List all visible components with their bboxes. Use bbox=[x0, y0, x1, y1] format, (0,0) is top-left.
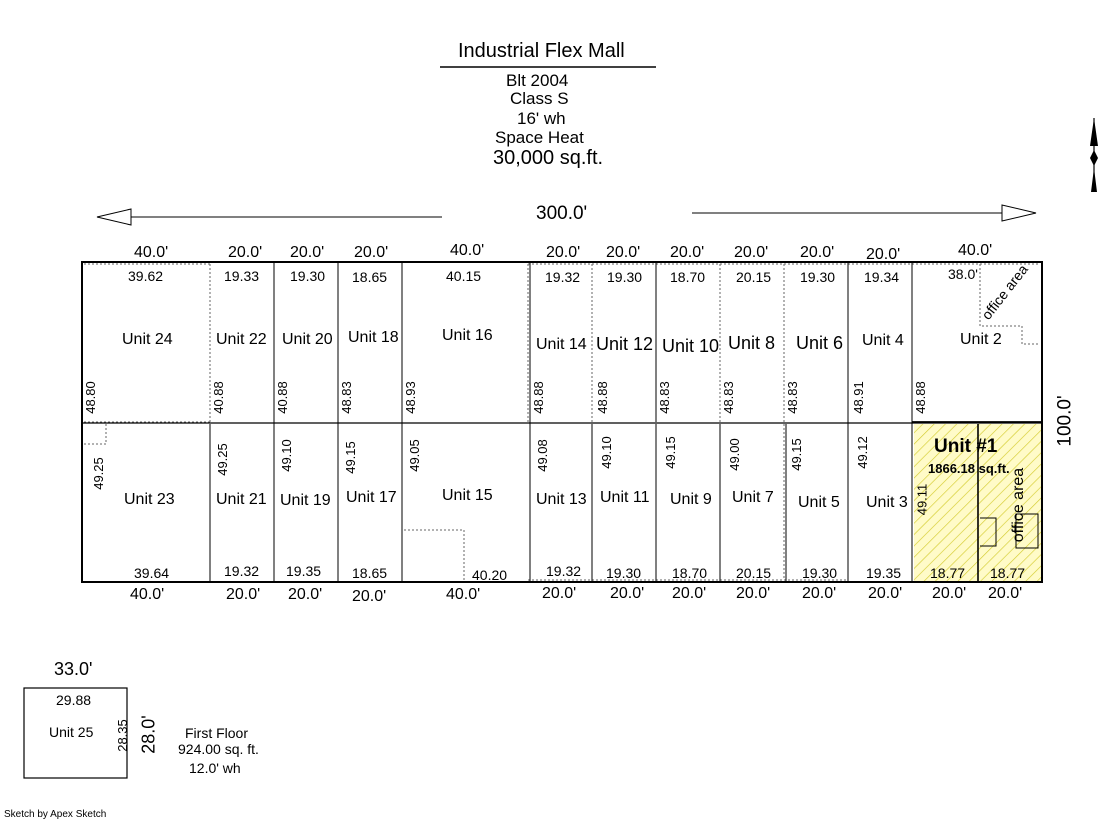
unit-name: Unit 6 bbox=[796, 333, 844, 353]
unit-25-area: 924.00 sq. ft. bbox=[178, 741, 259, 757]
unit-depth-label: 48.80 bbox=[82, 381, 98, 414]
unit-name: Unit 9 bbox=[670, 491, 712, 508]
unit-name: Unit 12 bbox=[596, 334, 654, 354]
unit-width-label: 18.65 bbox=[352, 565, 388, 581]
bottom-dim: 20.0' bbox=[352, 588, 387, 605]
unit-depth-label: 49.10 bbox=[598, 436, 614, 469]
unit-depth-label: 49.05 bbox=[406, 439, 422, 472]
unit-depth-label: 49.15 bbox=[662, 436, 678, 469]
sketch-credit: Sketch by Apex Sketch bbox=[4, 809, 107, 820]
unit-25-depth-label: 28.35 bbox=[114, 719, 130, 752]
unit-width-label: 20.15 bbox=[736, 565, 772, 581]
bottom-dim: 20.0' bbox=[802, 585, 837, 602]
building-walls bbox=[82, 262, 1042, 582]
unit-name: Unit 18 bbox=[348, 329, 399, 346]
unit-width-label: 19.32 bbox=[545, 269, 581, 285]
unit-depth-label: 49.12 bbox=[854, 436, 870, 469]
unit-width-label: 19.30 bbox=[802, 565, 838, 581]
top-dim: 20.0' bbox=[546, 244, 581, 261]
bottom-dim: 20.0' bbox=[736, 585, 771, 602]
unit-depth-label: 48.83 bbox=[338, 381, 354, 414]
top-dim: 20.0' bbox=[290, 244, 325, 261]
unit-width-label: 18.65 bbox=[352, 269, 388, 285]
header-line-built: Blt 2004 bbox=[506, 71, 569, 90]
unit-1-office-label: office area bbox=[1010, 467, 1028, 543]
unit-1-depth-label: 49.11 bbox=[914, 483, 930, 516]
unit-width-label: 38.0' bbox=[948, 266, 978, 282]
unit-25-outer-width: 33.0' bbox=[54, 659, 93, 679]
unit-name: Unit 3 bbox=[866, 494, 908, 511]
unit-depth-label: 48.91 bbox=[850, 381, 866, 414]
unit-depth-label: 49.15 bbox=[788, 438, 804, 471]
unit-width-label: 19.35 bbox=[286, 563, 322, 579]
top-dim: 20.0' bbox=[670, 244, 705, 261]
unit-depth-label: 49.00 bbox=[726, 438, 742, 471]
unit-depth-label: 49.10 bbox=[278, 439, 294, 472]
unit-25-name: Unit 25 bbox=[49, 724, 94, 740]
bottom-dim: 20.0' bbox=[988, 585, 1023, 602]
unit-1-name: Unit #1 bbox=[934, 436, 998, 457]
bottom-dim: 40.0' bbox=[446, 586, 481, 603]
header-line-wall-height: 16' wh bbox=[517, 109, 566, 128]
bottom-dim: 20.0' bbox=[610, 585, 645, 602]
unit-width-label: 19.32 bbox=[224, 563, 260, 579]
top-dim: 20.0' bbox=[354, 244, 389, 261]
unit-name: Unit 13 bbox=[536, 491, 587, 508]
unit-depth-label: 40.88 bbox=[274, 381, 290, 414]
unit-name: Unit 17 bbox=[346, 489, 397, 506]
unit-1-width-left: 18.77 bbox=[930, 565, 966, 581]
unit-width-label: 19.30 bbox=[606, 565, 642, 581]
unit-depth-label: 49.15 bbox=[342, 441, 358, 474]
unit-width-label: 19.35 bbox=[866, 565, 902, 581]
dotted-partitions bbox=[84, 264, 1040, 580]
unit-name: Unit 4 bbox=[862, 332, 904, 349]
unit-depth-label: 49.25 bbox=[214, 443, 230, 476]
overall-depth-label: 100.0' bbox=[1054, 395, 1076, 447]
overall-width-label: 300.0' bbox=[536, 203, 588, 224]
unit-depth-label: 48.93 bbox=[402, 381, 418, 414]
unit-depth-label: 48.88 bbox=[530, 381, 546, 414]
unit-name: Unit 21 bbox=[216, 491, 267, 508]
bottom-dim: 20.0' bbox=[672, 585, 707, 602]
page-title: Industrial Flex Mall bbox=[458, 40, 625, 62]
bottom-dim: 20.0' bbox=[932, 585, 967, 602]
top-dim: 40.0' bbox=[450, 242, 485, 259]
unit-25-height: 12.0' wh bbox=[189, 760, 241, 776]
top-dim: 20.0' bbox=[800, 244, 835, 261]
unit-width-label: 19.32 bbox=[546, 563, 582, 579]
unit-width-label: 19.30 bbox=[800, 269, 836, 285]
bottom-dim: 20.0' bbox=[868, 585, 903, 602]
bottom-dim: 20.0' bbox=[542, 585, 577, 602]
unit-name: Unit 14 bbox=[536, 336, 587, 353]
unit-name: Unit 22 bbox=[216, 331, 267, 348]
unit-width-label: 19.30 bbox=[290, 268, 326, 284]
unit-name: Unit 10 bbox=[662, 336, 720, 356]
unit-width-label: 19.30 bbox=[607, 269, 643, 285]
unit-depth-label: 49.08 bbox=[534, 439, 550, 472]
unit-width-label: 40.15 bbox=[446, 268, 482, 284]
unit-depth-label: 40.88 bbox=[210, 381, 226, 414]
unit-width-label: 19.33 bbox=[224, 268, 260, 284]
unit-depth-label: 48.88 bbox=[594, 381, 610, 414]
unit-name: Unit 7 bbox=[732, 489, 774, 506]
unit-name: Unit 11 bbox=[600, 489, 650, 506]
top-dim: 20.0' bbox=[734, 244, 769, 261]
unit-width-label: 40.20 bbox=[472, 567, 508, 583]
unit-depth-label: 49.25 bbox=[90, 457, 106, 490]
unit-depth-label: 48.88 bbox=[912, 381, 928, 414]
unit-depth-label: 48.83 bbox=[784, 381, 800, 414]
top-dim: 40.0' bbox=[134, 244, 169, 261]
total-area: 30,000 sq.ft. bbox=[493, 147, 604, 169]
office-area-label: office area bbox=[978, 261, 1031, 323]
header-line-class: Class S bbox=[510, 89, 569, 108]
unit-width-label: 18.70 bbox=[672, 565, 708, 581]
unit-width-label: 39.64 bbox=[134, 565, 170, 581]
unit-width-label: 18.70 bbox=[670, 269, 706, 285]
header-line-heat: Space Heat bbox=[495, 128, 584, 147]
unit-name: Unit 20 bbox=[282, 331, 333, 348]
unit-25-width-label: 29.88 bbox=[56, 692, 92, 708]
unit-name: Unit 2 bbox=[960, 331, 1002, 348]
unit-name: Unit 23 bbox=[124, 491, 175, 508]
bottom-dim: 40.0' bbox=[130, 586, 165, 603]
unit-1-area: 1866.18 sq.ft. bbox=[928, 461, 1010, 476]
top-dim: 20.0' bbox=[228, 244, 263, 261]
unit-depth-label: 48.83 bbox=[720, 381, 736, 414]
top-dim: 20.0' bbox=[866, 246, 901, 263]
unit-name: Unit 8 bbox=[728, 333, 776, 353]
unit-depth-label: 48.83 bbox=[656, 381, 672, 414]
unit-width-label: 39.62 bbox=[128, 268, 164, 284]
unit-width-label: 20.15 bbox=[736, 269, 772, 285]
unit-1-width-right: 18.77 bbox=[990, 565, 1026, 581]
width-arrow-left bbox=[97, 209, 442, 225]
unit-name: Unit 16 bbox=[442, 327, 493, 344]
unit-name: Unit 24 bbox=[122, 331, 173, 348]
unit-name: Unit 19 bbox=[280, 492, 331, 509]
north-arrow-icon bbox=[1090, 118, 1098, 192]
bottom-dim: 20.0' bbox=[288, 586, 323, 603]
unit-width-label: 19.34 bbox=[864, 269, 900, 285]
unit-name: Unit 15 bbox=[442, 487, 493, 504]
unit-25-outer-depth: 28.0' bbox=[138, 715, 159, 754]
unit-name: Unit 5 bbox=[798, 494, 840, 511]
top-dim: 20.0' bbox=[606, 244, 641, 261]
top-dim: 40.0' bbox=[958, 242, 993, 259]
bottom-dim: 20.0' bbox=[226, 586, 261, 603]
width-arrow-right bbox=[692, 205, 1036, 221]
unit-25-floor: First Floor bbox=[185, 725, 248, 741]
